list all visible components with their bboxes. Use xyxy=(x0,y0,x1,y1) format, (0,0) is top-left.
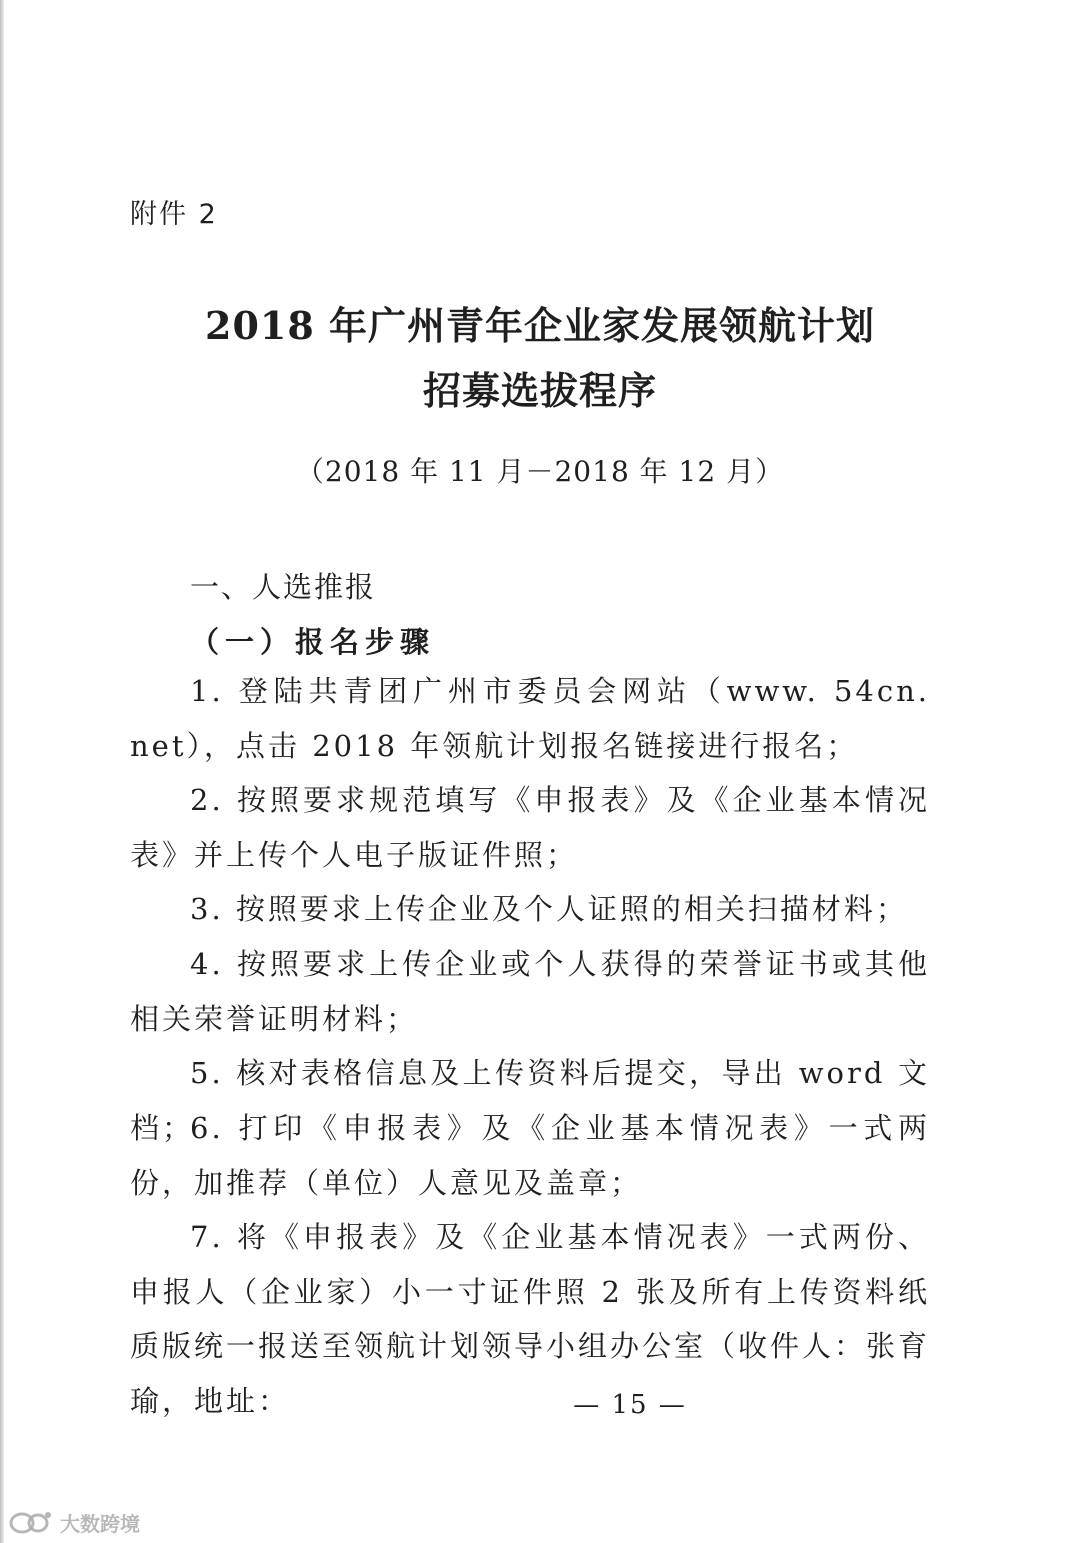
step-item-2: 2. 按照要求规范填写《申报表》及《企业基本情况表》并上传个人电子版证件照； xyxy=(130,783,930,872)
step-item-4: 4. 按照要求上传企业或个人获得的荣誉证书或其他相关荣誉证明材料； xyxy=(130,947,930,1036)
step-item-3: 3. 按照要求上传企业及个人证照的相关扫描材料； xyxy=(190,892,908,926)
section-heading: 一、人选推报 xyxy=(190,570,377,604)
date-range: （2018 年 11 月－2018 年 12 月） xyxy=(295,455,785,488)
watermark-text: 大数跨境 xyxy=(60,1512,140,1536)
step-item-6: 6. 打印《申报表》及《企业基本情况表》一式两份，加推荐（单位）人意见及盖章； xyxy=(130,1111,930,1200)
step-item-5: 5. 核对表格信息及上传资料后提交，导出 word 文档； xyxy=(130,1056,930,1145)
step-item-1: 1. 登陆共青团广州市委员会网站（www. 54cn. net），点击 2018 年领航计划报名链接进行报名； xyxy=(130,674,930,763)
document-title-line-1: 2018 年广州青年企业家发展领航计划 xyxy=(205,303,875,348)
section-subheading: （一）报名步骤 xyxy=(190,625,436,659)
document-title-line-2: 招募选拔程序 xyxy=(422,368,657,413)
attachment-label: 附件 2 xyxy=(130,199,218,230)
page-number: — 15 — xyxy=(573,1390,687,1420)
logo-icon xyxy=(8,1509,54,1537)
watermark xyxy=(8,1508,140,1537)
step-item-7: 7. 将《申报表》及《企业基本情况表》一式两份、申报人（企业家）小一寸证件照 2 张及所有上传资料纸质版统一报送至领航计划领导小组办公室（收件人：张育瑜，地址： xyxy=(130,1220,931,1418)
page-edge xyxy=(0,0,4,1543)
